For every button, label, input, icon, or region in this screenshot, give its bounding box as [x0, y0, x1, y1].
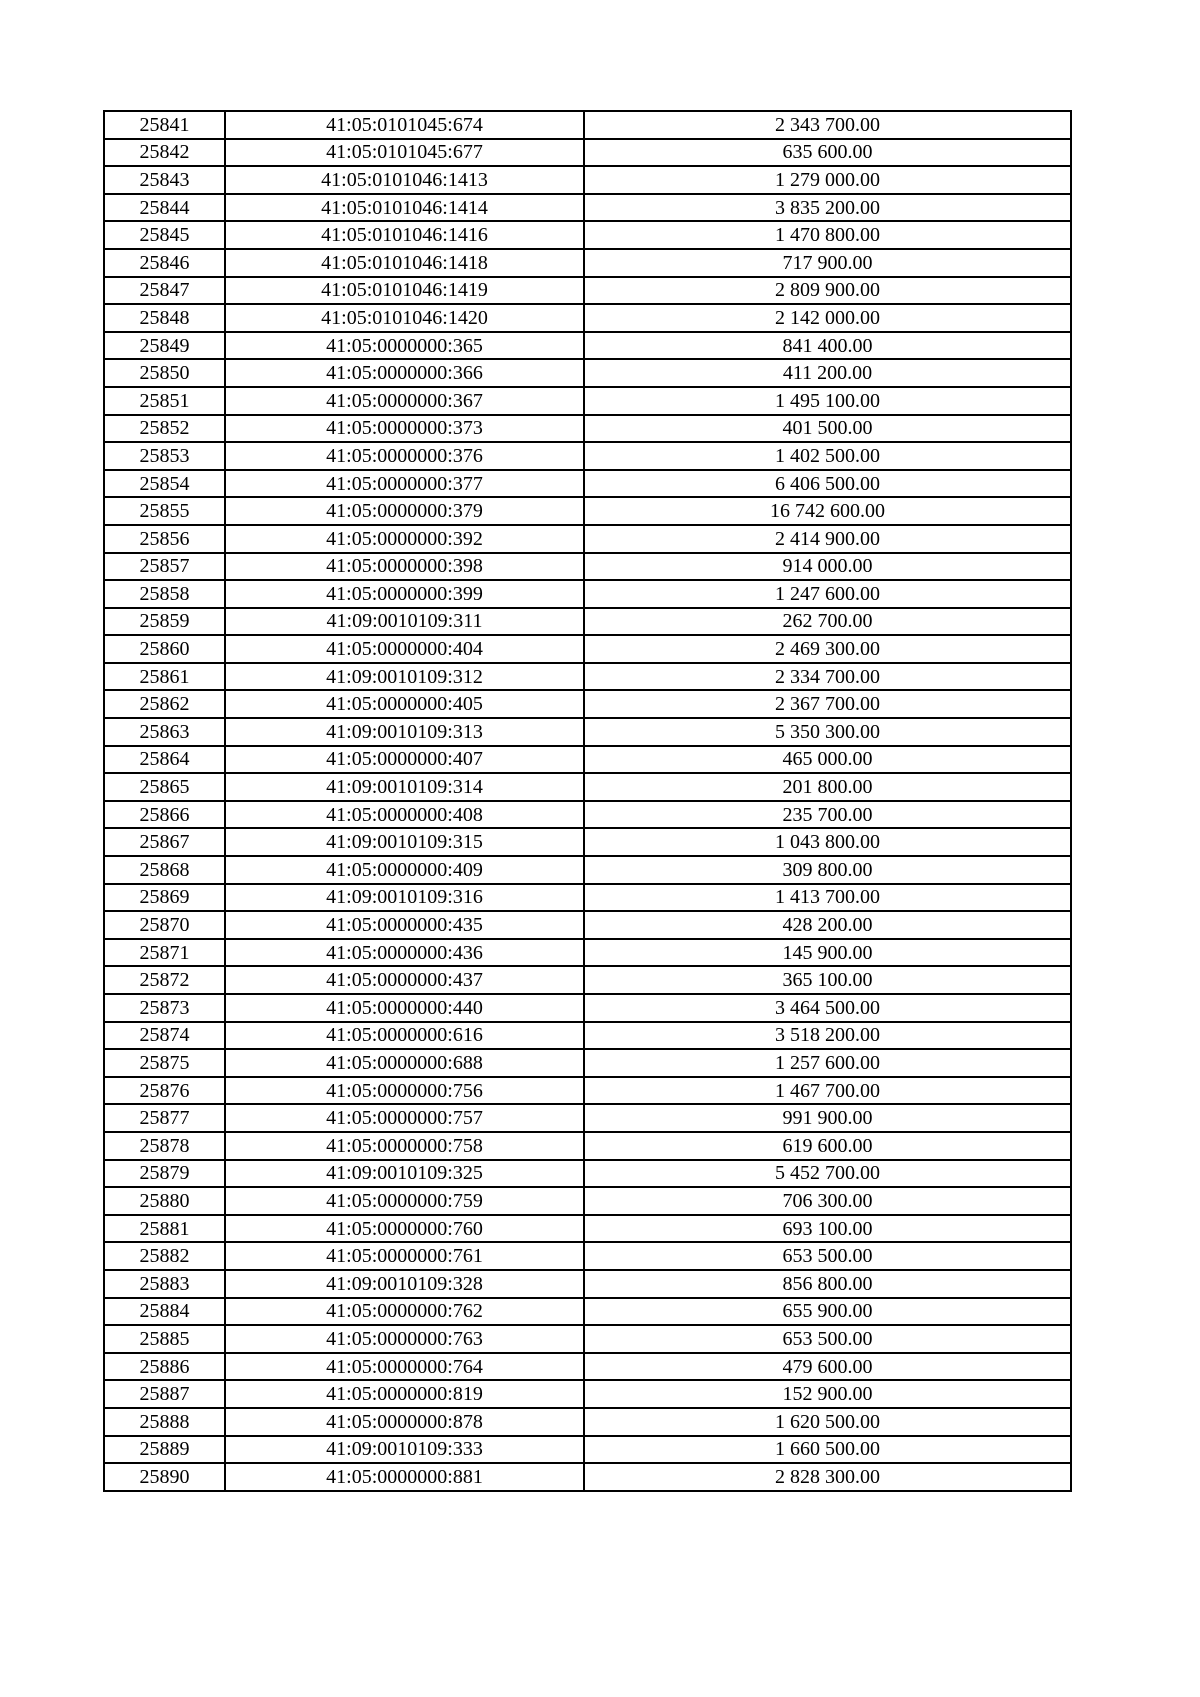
row-number-cell: 25862 [104, 690, 225, 718]
row-number-cell: 25855 [104, 497, 225, 525]
row-number-cell: 25884 [104, 1298, 225, 1326]
table-row [104, 332, 1071, 360]
table-row [104, 304, 1071, 332]
table-row [104, 1077, 1071, 1105]
cadastral-number-cell: 41:05:0000000:408 [225, 801, 584, 829]
cadastral-number-cell: 41:05:0000000:881 [225, 1463, 584, 1491]
cadastral-value-cell: 1 495 100.00 [584, 387, 1071, 415]
cadastral-value-cell: 1 257 600.00 [584, 1049, 1071, 1077]
cadastral-number-cell: 41:05:0000000:759 [225, 1187, 584, 1215]
cadastral-value-cell: 6 406 500.00 [584, 470, 1071, 498]
cadastral-value-cell: 1 620 500.00 [584, 1408, 1071, 1436]
table-row [104, 718, 1071, 746]
table-row [104, 249, 1071, 277]
table-row [104, 166, 1071, 194]
cadastral-value-cell: 235 700.00 [584, 801, 1071, 829]
cadastral-value-cell: 619 600.00 [584, 1132, 1071, 1160]
cadastral-value-cell: 2 343 700.00 [584, 111, 1071, 139]
row-number-cell: 25883 [104, 1270, 225, 1298]
cadastral-number-cell: 41:05:0101046:1416 [225, 221, 584, 249]
cadastral-value-cell: 2 828 300.00 [584, 1463, 1071, 1491]
row-number-cell: 25852 [104, 415, 225, 443]
row-number-cell: 25853 [104, 442, 225, 470]
table-row [104, 773, 1071, 801]
table-row [104, 635, 1071, 663]
cadastral-value-cell: 693 100.00 [584, 1215, 1071, 1243]
row-number-cell: 25868 [104, 856, 225, 884]
row-number-cell: 25857 [104, 553, 225, 581]
cadastral-number-cell: 41:05:0101046:1418 [225, 249, 584, 277]
cadastral-value-cell: 991 900.00 [584, 1104, 1071, 1132]
table-row [104, 1242, 1071, 1270]
cadastral-number-cell: 41:05:0000000:756 [225, 1077, 584, 1105]
row-number-cell: 25871 [104, 939, 225, 967]
document-page [103, 110, 1070, 1492]
row-number-cell: 25851 [104, 387, 225, 415]
table-row [104, 663, 1071, 691]
cadastral-number-cell: 41:05:0000000:435 [225, 911, 584, 939]
cadastral-number-cell: 41:05:0000000:436 [225, 939, 584, 967]
cadastral-value-cell: 16 742 600.00 [584, 497, 1071, 525]
row-number-cell: 25880 [104, 1187, 225, 1215]
cadastral-number-cell: 41:09:0010109:311 [225, 608, 584, 636]
row-number-cell: 25858 [104, 580, 225, 608]
table-row [104, 856, 1071, 884]
cadastral-number-cell: 41:05:0000000:377 [225, 470, 584, 498]
cadastral-number-cell: 41:05:0000000:365 [225, 332, 584, 360]
row-number-cell: 25881 [104, 1215, 225, 1243]
table-row [104, 1132, 1071, 1160]
cadastral-number-cell: 41:05:0101045:674 [225, 111, 584, 139]
row-number-cell: 25888 [104, 1408, 225, 1436]
cadastral-number-cell: 41:05:0000000:399 [225, 580, 584, 608]
table-row [104, 1298, 1071, 1326]
table-row [104, 580, 1071, 608]
cadastral-number-cell: 41:05:0101046:1419 [225, 277, 584, 305]
cadastral-number-cell: 41:05:0101046:1420 [225, 304, 584, 332]
cadastral-number-cell: 41:05:0000000:758 [225, 1132, 584, 1160]
cadastral-value-cell: 914 000.00 [584, 553, 1071, 581]
cadastral-value-cell: 1 470 800.00 [584, 221, 1071, 249]
cadastral-value-cell: 655 900.00 [584, 1298, 1071, 1326]
row-number-cell: 25869 [104, 884, 225, 912]
table-row [104, 553, 1071, 581]
row-number-cell: 25844 [104, 194, 225, 222]
cadastral-value-cell: 3 464 500.00 [584, 994, 1071, 1022]
row-number-cell: 25872 [104, 966, 225, 994]
row-number-cell: 25882 [104, 1242, 225, 1270]
cadastral-number-cell: 41:05:0000000:366 [225, 359, 584, 387]
table-row [104, 359, 1071, 387]
cadastral-value-cell: 841 400.00 [584, 332, 1071, 360]
cadastral-number-cell: 41:05:0101045:677 [225, 139, 584, 167]
row-number-cell: 25879 [104, 1160, 225, 1188]
cadastral-value-cell: 309 800.00 [584, 856, 1071, 884]
table-row [104, 828, 1071, 856]
cadastral-value-cell: 717 900.00 [584, 249, 1071, 277]
table-row [104, 139, 1071, 167]
table-row [104, 884, 1071, 912]
cadastral-value-cell: 1 247 600.00 [584, 580, 1071, 608]
cadastral-value-cell: 856 800.00 [584, 1270, 1071, 1298]
cadastral-value-cell: 1 279 000.00 [584, 166, 1071, 194]
cadastral-value-cell: 653 500.00 [584, 1242, 1071, 1270]
row-number-cell: 25845 [104, 221, 225, 249]
row-number-cell: 25859 [104, 608, 225, 636]
cadastral-number-cell: 41:09:0010109:315 [225, 828, 584, 856]
table-row [104, 608, 1071, 636]
cadastral-number-cell: 41:05:0000000:440 [225, 994, 584, 1022]
cadastral-value-cell: 201 800.00 [584, 773, 1071, 801]
table-row [104, 1270, 1071, 1298]
cadastral-number-cell: 41:05:0000000:367 [225, 387, 584, 415]
cadastral-value-cell: 3 835 200.00 [584, 194, 1071, 222]
table-body [104, 111, 1071, 1491]
cadastral-value-cell: 1 467 700.00 [584, 1077, 1071, 1105]
table-row [104, 911, 1071, 939]
table-row [104, 1104, 1071, 1132]
cadastral-value-cell: 5 452 700.00 [584, 1160, 1071, 1188]
table-row [104, 966, 1071, 994]
row-number-cell: 25890 [104, 1463, 225, 1491]
row-number-cell: 25878 [104, 1132, 225, 1160]
cadastral-value-cell: 152 900.00 [584, 1380, 1071, 1408]
row-number-cell: 25885 [104, 1325, 225, 1353]
cadastral-number-cell: 41:05:0000000:761 [225, 1242, 584, 1270]
table-row [104, 939, 1071, 967]
cadastral-value-cell: 706 300.00 [584, 1187, 1071, 1215]
cadastral-number-cell: 41:05:0000000:819 [225, 1380, 584, 1408]
cadastral-value-cell: 365 100.00 [584, 966, 1071, 994]
cadastral-value-cell: 401 500.00 [584, 415, 1071, 443]
cadastral-number-cell: 41:05:0000000:379 [225, 497, 584, 525]
table-row [104, 801, 1071, 829]
cadastral-value-cell: 1 413 700.00 [584, 884, 1071, 912]
cadastral-value-cell: 2 367 700.00 [584, 690, 1071, 718]
cadastral-value-cell: 2 142 000.00 [584, 304, 1071, 332]
table-row [104, 1436, 1071, 1464]
cadastral-number-cell: 41:05:0000000:764 [225, 1353, 584, 1381]
row-number-cell: 25854 [104, 470, 225, 498]
table-row [104, 994, 1071, 1022]
cadastral-number-cell: 41:09:0010109:313 [225, 718, 584, 746]
cadastral-number-cell: 41:05:0000000:762 [225, 1298, 584, 1326]
table-row [104, 1408, 1071, 1436]
cadastral-value-cell: 2 809 900.00 [584, 277, 1071, 305]
row-number-cell: 25889 [104, 1436, 225, 1464]
row-number-cell: 25846 [104, 249, 225, 277]
cadastral-value-cell: 145 900.00 [584, 939, 1071, 967]
row-number-cell: 25887 [104, 1380, 225, 1408]
table-row [104, 1160, 1071, 1188]
cadastral-number-cell: 41:05:0000000:398 [225, 553, 584, 581]
table-row [104, 1187, 1071, 1215]
cadastral-value-cell: 428 200.00 [584, 911, 1071, 939]
cadastral-number-cell: 41:05:0000000:404 [225, 635, 584, 663]
row-number-cell: 25863 [104, 718, 225, 746]
cadastral-number-cell: 41:09:0010109:325 [225, 1160, 584, 1188]
cadastral-value-cell: 1 660 500.00 [584, 1436, 1071, 1464]
row-number-cell: 25847 [104, 277, 225, 305]
row-number-cell: 25866 [104, 801, 225, 829]
cadastral-value-cell: 1 402 500.00 [584, 442, 1071, 470]
cadastral-value-cell: 2 414 900.00 [584, 525, 1071, 553]
row-number-cell: 25870 [104, 911, 225, 939]
cadastral-number-cell: 41:05:0000000:376 [225, 442, 584, 470]
cadastral-value-cell: 411 200.00 [584, 359, 1071, 387]
cadastral-number-cell: 41:05:0000000:760 [225, 1215, 584, 1243]
cadastral-number-cell: 41:05:0000000:688 [225, 1049, 584, 1077]
row-number-cell: 25867 [104, 828, 225, 856]
cadastral-number-cell: 41:05:0101046:1414 [225, 194, 584, 222]
table-row [104, 387, 1071, 415]
cadastral-value-cell: 2 469 300.00 [584, 635, 1071, 663]
cadastral-number-cell: 41:05:0000000:878 [225, 1408, 584, 1436]
row-number-cell: 25865 [104, 773, 225, 801]
cadastral-value-cell: 3 518 200.00 [584, 1022, 1071, 1050]
row-number-cell: 25861 [104, 663, 225, 691]
cadastral-number-cell: 41:05:0000000:763 [225, 1325, 584, 1353]
table-row [104, 690, 1071, 718]
cadastral-number-cell: 41:09:0010109:314 [225, 773, 584, 801]
row-number-cell: 25848 [104, 304, 225, 332]
row-number-cell: 25849 [104, 332, 225, 360]
table-row [104, 1353, 1071, 1381]
cadastral-value-cell: 5 350 300.00 [584, 718, 1071, 746]
row-number-cell: 25886 [104, 1353, 225, 1381]
table-row [104, 1463, 1071, 1491]
cadastral-value-cell: 653 500.00 [584, 1325, 1071, 1353]
cadastral-number-cell: 41:05:0000000:757 [225, 1104, 584, 1132]
cadastral-number-cell: 41:09:0010109:312 [225, 663, 584, 691]
cadastral-number-cell: 41:05:0000000:409 [225, 856, 584, 884]
cadastral-value-cell: 479 600.00 [584, 1353, 1071, 1381]
cadastral-value-cell: 2 334 700.00 [584, 663, 1071, 691]
row-number-cell: 25856 [104, 525, 225, 553]
table-row [104, 525, 1071, 553]
cadastral-number-cell: 41:05:0000000:616 [225, 1022, 584, 1050]
row-number-cell: 25873 [104, 994, 225, 1022]
table-row [104, 194, 1071, 222]
row-number-cell: 25843 [104, 166, 225, 194]
table-row [104, 1325, 1071, 1353]
table-row [104, 1049, 1071, 1077]
table-row [104, 1022, 1071, 1050]
cadastral-value-table [103, 110, 1072, 1492]
row-number-cell: 25860 [104, 635, 225, 663]
cadastral-value-cell: 465 000.00 [584, 746, 1071, 774]
cadastral-number-cell: 41:05:0000000:407 [225, 746, 584, 774]
row-number-cell: 25864 [104, 746, 225, 774]
row-number-cell: 25850 [104, 359, 225, 387]
table-row [104, 111, 1071, 139]
cadastral-number-cell: 41:09:0010109:328 [225, 1270, 584, 1298]
row-number-cell: 25876 [104, 1077, 225, 1105]
cadastral-number-cell: 41:05:0000000:405 [225, 690, 584, 718]
table-row [104, 277, 1071, 305]
cadastral-number-cell: 41:05:0000000:392 [225, 525, 584, 553]
table-row [104, 497, 1071, 525]
cadastral-number-cell: 41:09:0010109:333 [225, 1436, 584, 1464]
table-row [104, 221, 1071, 249]
cadastral-value-cell: 1 043 800.00 [584, 828, 1071, 856]
row-number-cell: 25874 [104, 1022, 225, 1050]
table-row [104, 470, 1071, 498]
row-number-cell: 25841 [104, 111, 225, 139]
cadastral-number-cell: 41:05:0000000:437 [225, 966, 584, 994]
row-number-cell: 25875 [104, 1049, 225, 1077]
table-row [104, 415, 1071, 443]
table-row [104, 1380, 1071, 1408]
cadastral-number-cell: 41:05:0101046:1413 [225, 166, 584, 194]
table-row [104, 442, 1071, 470]
cadastral-number-cell: 41:05:0000000:373 [225, 415, 584, 443]
table-row [104, 1215, 1071, 1243]
table-row [104, 746, 1071, 774]
cadastral-value-cell: 635 600.00 [584, 139, 1071, 167]
cadastral-number-cell: 41:09:0010109:316 [225, 884, 584, 912]
cadastral-value-cell: 262 700.00 [584, 608, 1071, 636]
row-number-cell: 25877 [104, 1104, 225, 1132]
row-number-cell: 25842 [104, 139, 225, 167]
